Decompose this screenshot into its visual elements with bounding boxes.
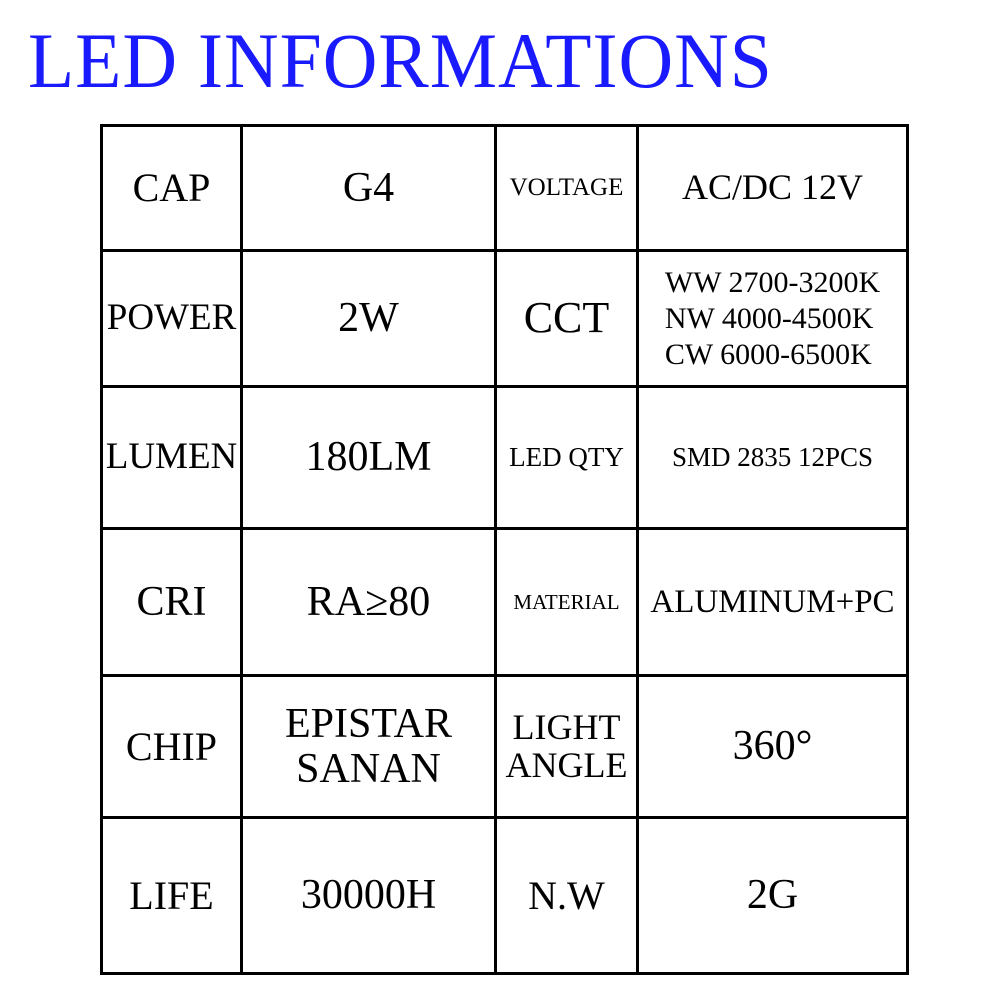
- table-row: [102, 676, 908, 818]
- table-row: [102, 818, 908, 974]
- table-row: [102, 251, 908, 387]
- value-chip: [242, 676, 496, 818]
- chip-line-1: EPISTAR: [285, 701, 452, 748]
- label-lumen: LUMEN: [102, 387, 242, 529]
- table-row: [102, 387, 908, 529]
- value-voltage: AC/DC 12V: [638, 126, 908, 251]
- table-row: [102, 529, 908, 676]
- value-light-angle: 360°: [638, 676, 908, 818]
- value-cap: G4: [242, 126, 496, 251]
- value-power: 2W: [242, 251, 496, 387]
- label-voltage: VOLTAGE: [496, 126, 638, 251]
- label-cri: CRI: [102, 529, 242, 676]
- value-nw: 2G: [638, 818, 908, 974]
- value-lumen: 180LM: [242, 387, 496, 529]
- label-cap: CAP: [102, 126, 242, 251]
- label-chip: CHIP: [102, 676, 242, 818]
- light-angle-line-2: ANGLE: [505, 744, 628, 785]
- value-cct: [638, 251, 908, 387]
- table-row: [102, 126, 908, 251]
- page-title: LED INFORMATIONS: [28, 17, 773, 104]
- chip-line-2: SANAN: [296, 745, 441, 792]
- value-life: 30000H: [242, 818, 496, 974]
- label-power: POWER: [102, 251, 242, 387]
- spec-table: [100, 124, 909, 975]
- value-material: ALUMINUM+PC: [638, 529, 908, 676]
- label-led-qty: LED QTY: [496, 387, 638, 529]
- cct-line-cw: CW 6000-6500K: [664, 337, 872, 371]
- label-cct: CCT: [496, 251, 638, 387]
- label-life: LIFE: [102, 818, 242, 974]
- cct-line-nw: NW 4000-4500K: [664, 301, 874, 335]
- label-nw: N.W: [496, 818, 638, 974]
- cct-line-ww: WW 2700-3200K: [664, 265, 881, 299]
- label-light-angle: [496, 676, 638, 818]
- value-led-qty: SMD 2835 12PCS: [638, 387, 908, 529]
- value-cri: RA≥80: [242, 529, 496, 676]
- light-angle-line-1: LIGHT: [512, 706, 621, 747]
- label-material: MATERIAL: [496, 529, 638, 676]
